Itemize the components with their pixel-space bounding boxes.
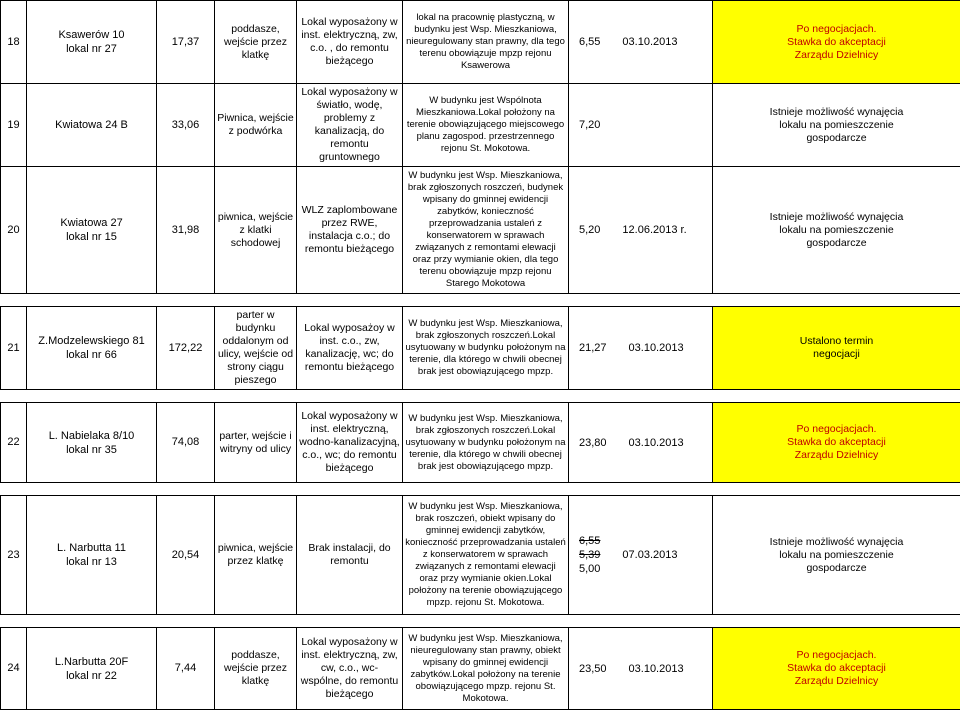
rent-value: 23,80 [579,437,607,449]
row-gap [1,390,960,403]
status-line: Ustalono termin [715,335,958,348]
rent-value: 5,00 [579,562,710,576]
address-street: L.Narbutta 20F [29,655,154,669]
rent-cell [569,496,713,615]
status-cell [713,1,960,84]
technical-cell: Lokal wyposażony w światło, wodę, problemy z kanalizacją, do remontu gruntownego [297,84,403,167]
rent-value: 6,55 [579,36,600,48]
status-line: gospodarcze [715,562,958,575]
table-row [1,496,960,615]
status-line: lokalu na pomieszczenie [715,549,958,562]
rent-value: 7,20 [579,119,600,131]
description-cell: lokal na pracownię plastyczną, w budynku jest Wsp. Mieszkaniowa, nieuregulowany stan prawny, dla tego terenu obowiązuje mpzp rejonu Ksawerowa [403,1,569,84]
rent-cell [569,403,713,483]
status-line: gospodarcze [715,132,958,145]
table-row [1,84,960,167]
table-row [1,403,960,483]
description-cell: W budynku jest Wsp. Mieszkaniowa, brak roszczeń, obiekt wpisany do gminnej ewidencji zabytków, konieczność przeprowadzania ustaleń z konserwatorem w sprawach związanych z remontami elewacji oraz przy wymianie okien.Lokal położony na terenie obowiązującego mpzp. rejonu St. Mokotowa. [403,496,569,615]
rent-cell [569,84,713,167]
table-row [1,307,960,390]
location-cell: Piwnica, wejście z podwórka [215,84,297,167]
area-cell: 172,22 [157,307,215,390]
address-cell [27,403,157,483]
address-cell [27,84,157,167]
status-line: negocjacji [715,348,958,361]
address-unit: lokal nr 13 [29,555,154,569]
row-number: 21 [1,307,27,390]
status-line: Zarządu Dzielnicy [715,449,958,462]
row-number: 19 [1,84,27,167]
status-line: Po negocjacjach. [715,423,958,436]
date-value: 12.06.2013 r. [622,224,686,236]
description-cell: W budynku jest Wsp. Mieszkaniowa, brak zgłoszonych roszczeń.Lokal usytuowany w budynku położonym na terenie, dla którego w chwili obecnej brak jest obowiązującego mpzp. [403,307,569,390]
address-cell [27,307,157,390]
status-line: gospodarcze [715,237,958,250]
location-cell: poddasze, wejście przez klatkę [215,628,297,710]
rent-value: 23,50 [579,663,607,675]
location-cell: poddasze, wejście przez klatkę [215,1,297,84]
address-unit: lokal nr 27 [29,42,154,56]
table-row [1,1,960,84]
address-street: L. Narbutta 11 [29,541,154,555]
area-cell: 7,44 [157,628,215,710]
date-value: 03.10.2013 [629,437,684,449]
row-number: 24 [1,628,27,710]
rent-old-value: 6,55 [579,534,710,548]
technical-cell: Lokal wyposażony w inst. elektryczną, wodno-kanalizacyjną, c.o., wc; do remontu bieżącego [297,403,403,483]
status-line: Istnieje możliwość wynajęcia [715,106,958,119]
location-cell: piwnica, wejście przez klatkę [215,496,297,615]
address-street: Kwiatowa 27 [29,216,154,230]
location-cell: parter w budynku oddalonym od ulicy, wejście od strony ciągu pieszego [215,307,297,390]
status-line: Istnieje możliwość wynajęcia [715,211,958,224]
table-row [1,167,960,294]
description-cell: W budynku jest Wsp. Mieszkaniowa, brak zgłoszonych roszczeń, budynek wpisany do gminnej ewidencji zabytków, konieczność przeprowadzania ustaleń z konserwatorem w sprawach związanych z remontami elewacji oraz przy wymianie okien, dla tego terenu obowiązuje mpzp rejonu Starego Mokotowa [403,167,569,294]
technical-cell: Brak instalacji, do remontu [297,496,403,615]
address-unit: lokal nr 15 [29,230,154,244]
row-number: 22 [1,403,27,483]
rent-cell [569,1,713,84]
rent-old-value: 5,39 [579,549,600,561]
table-row [1,628,960,710]
date-value: 03.10.2013 [629,663,684,675]
status-line: Stawka do akceptacji [715,436,958,449]
description-cell: W budynku jest Wsp. Mieszkaniowa, nieuregulowany stan prawny, obiekt wpisany do gminnej ewidencji zabytków.Lokal położony na terenie obowiązującego mpzp. rejonu St. Mokotowa. [403,628,569,710]
address-street: Z.Modzelewskiego 81 [29,334,154,348]
rent-value: 21,27 [579,342,607,354]
rent-cell [569,628,713,710]
rent-cell [569,167,713,294]
technical-cell: Lokal wyposażony w inst. elektryczną, zw, cw, c.o., wc- wspólne, do remontu bieżącego [297,628,403,710]
area-cell: 31,98 [157,167,215,294]
row-gap [1,615,960,628]
rent-value: 5,20 [579,224,600,236]
row-number: 18 [1,1,27,84]
address-cell [27,496,157,615]
status-cell [713,84,960,167]
status-line: Istnieje możliwość wynajęcia [715,536,958,549]
status-line: Po negocjacjach. [715,649,958,662]
technical-cell: Lokal wyposażoy w inst. c.o., zw, kanalizację, wc; do remontu bieżącego [297,307,403,390]
description-cell: W budynku jest Wsp. Mieszkaniowa, brak zgłoszonych roszczeń.Lokal usytuowany w budynku położonym na terenie, dla którego w chwili obecnej brak jest obowiązującego mpzp. [403,403,569,483]
address-street: Ksawerów 10 [29,28,154,42]
description-cell: W budynku jest Wspólnota Mieszkaniowa.Lokal położony na terenie obowiązującego miejscowego planu zagospod. przestrzennego rejonu St. Mokotowa. [403,84,569,167]
status-cell [713,628,960,710]
status-line: Stawka do akceptacji [715,36,958,49]
date-value: 03.10.2013 [629,342,684,354]
status-line: Zarządu Dzielnicy [715,49,958,62]
row-gap [1,483,960,496]
technical-cell: WLZ zaplombowane przez RWE, instalacja c.o.; do remontu bieżącego [297,167,403,294]
address-cell [27,167,157,294]
location-cell: parter, wejście i witryny od ulicy [215,403,297,483]
status-cell [713,167,960,294]
address-street: Kwiatowa 24 B [29,118,154,132]
date-value: 07.03.2013 [622,549,677,561]
location-cell: piwnica, wejście z klatki schodowej [215,167,297,294]
date-value: 03.10.2013 [622,36,677,48]
address-unit: lokal nr 35 [29,443,154,457]
row-number: 20 [1,167,27,294]
status-line: lokalu na pomieszczenie [715,119,958,132]
rent-cell [569,307,713,390]
address-cell [27,1,157,84]
area-cell: 74,08 [157,403,215,483]
area-cell: 17,37 [157,1,215,84]
status-line: lokalu na pomieszczenie [715,224,958,237]
technical-cell: Lokal wyposażony w inst. elektryczną, zw, c.o. , do remontu bieżącego [297,1,403,84]
area-cell: 20,54 [157,496,215,615]
row-gap [1,294,960,307]
row-number: 23 [1,496,27,615]
address-unit: lokal nr 22 [29,669,154,683]
status-cell [713,496,960,615]
address-cell [27,628,157,710]
status-cell [713,307,960,390]
status-line: Zarządu Dzielnicy [715,675,958,688]
status-line: Stawka do akceptacji [715,662,958,675]
status-cell [713,403,960,483]
status-line: Po negocjacjach. [715,23,958,36]
address-street: L. Nabielaka 8/10 [29,429,154,443]
area-cell: 33,06 [157,84,215,167]
address-unit: lokal nr 66 [29,348,154,362]
